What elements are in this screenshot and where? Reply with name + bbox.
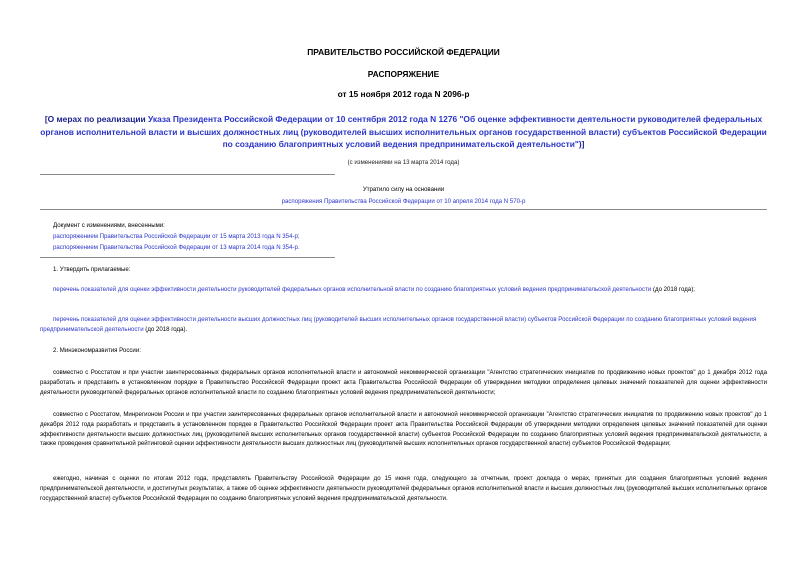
lost-force-link[interactable]: распоряжения Правительства Российской Федерации от 10 апреля 2014 года N 570-р xyxy=(281,198,526,205)
divider xyxy=(40,257,335,258)
change-link-1[interactable]: распоряжением Правительства Российской Федерации от 15 марта 2013 года N 354-р; xyxy=(53,233,300,240)
list-item-2 xyxy=(40,315,767,335)
issuing-authority: ПРАВИТЕЛЬСТВО РОССИЙСКОЙ ФЕДЕРАЦИИ xyxy=(307,47,500,57)
paragraph-2a: совместно с Росстатом и при участии заинтересованных федеральных органов исполнительной власти и автономной некоммерческой организации "Агентство стратегических инициатив по продвижению новых проектов" до 1 декабря 2012 года разработать и представить в установленном порядке в Правительство Российской Федерации проект акта Правительства Российской Федерации об утверждении методики определения целевых значений показателей для оценки эффективности деятельности руководителей федеральных органов исполнительной власти по созданию благоприятных условий ведения предпринимательской деятельности; xyxy=(40,369,767,396)
divider xyxy=(40,174,335,175)
indicator-list-link-2[interactable]: перечень показателей для оценки эффективности деятельности высших должностных лиц (руководителей высших исполнительных органов государственной власти) субъектов Российской Федерации по созданию благоприятных условий ведения предпринимательской деятельности xyxy=(40,316,757,333)
lost-force-label: Утратило силу на основании xyxy=(362,186,445,193)
indicator-list-link-1[interactable]: перечень показателей для оценки эффективности деятельности руководителей федеральных органов исполнительной власти по созданию благоприятных условий ведения предпринимательской деятельности xyxy=(53,286,652,293)
amendment-note: (с изменениями на 13 марта 2014 года) xyxy=(347,159,460,166)
document-date-number: от 15 ноября 2012 года N 2096-р xyxy=(337,89,470,99)
paragraph-2c: ежегодно, начиная с оценки по итогам 2012 года, представлять Правительству Российской Федерации до 15 июня года, следующего за отчетным, проект доклада о мерах, принятых для создания благоприятных условий ведения предпринимательской деятельности, и достигнутых результатах, а также об оценке эффективности деятельности руководителей федеральных органов исполнительной власти и высших должностных лиц (руководителей высших исполнительных органов государственной власти) субъектов Российской Федерации по созданию благоприятных условий ведения предпринимательской деятельности. xyxy=(40,475,767,502)
list-item-1 xyxy=(40,285,767,295)
paragraph-2: 2. Минэкономразвития России: xyxy=(53,347,141,354)
title-suffix: )] xyxy=(578,139,585,149)
decree-link[interactable]: Указа Президента Российской Федерации от 10 сентября 2012 года N 1276 "Об оценке эффективности деятельности руководителей федеральных органов исполнительной власти и высших должностных лиц (руководителей высших исполнительных органов государственной власти) субъектов Российской Федерации по созданию благоприятных условий ведения предпринимательской деятельности" xyxy=(40,114,767,149)
document-type: РАСПОРЯЖЕНИЕ xyxy=(367,69,440,79)
title-prefix: [О мерах по реализации xyxy=(44,114,148,124)
change-link-2[interactable]: распоряжением Правительства Российской Федерации от 13 марта 2014 года N 354-р. xyxy=(53,244,300,251)
divider xyxy=(40,209,767,210)
paragraph-1: 1. Утвердить прилагаемые: xyxy=(53,266,131,273)
changes-label: Документ с изменениями, внесенными: xyxy=(53,222,165,229)
list-item-2-suffix: (до 2018 года). xyxy=(143,325,188,333)
list-item-1-suffix: (до 2018 года); xyxy=(651,286,695,293)
paragraph-2b: совместно с Росстатом, Минрегионом России и при участии заинтересованных федеральных органов исполнительной власти и автономной некоммерческой организации "Агентство стратегических инициатив по продвижению новых проектов" до 1 декабря 2012 года разработать и представить в установленном порядке в Правительство Российской Федерации проект акта Правительства Российской Федерации об утверждении методики определения целевых значений показателей для оценки эффективности деятельности высших должностных лиц (руководителей высших исполнительных органов государственной власти) субъектов Российской Федерации по созданию благоприятных условий ведения предпринимательской деятельности, а также проведения сравнительной рейтинговой оценки эффективности деятельности высших должностных лиц (руководителей высших исполнительных органов государственной власти) субъектов Российской Федерации; xyxy=(40,411,767,448)
changes-block xyxy=(53,220,300,253)
document-title xyxy=(40,113,767,151)
